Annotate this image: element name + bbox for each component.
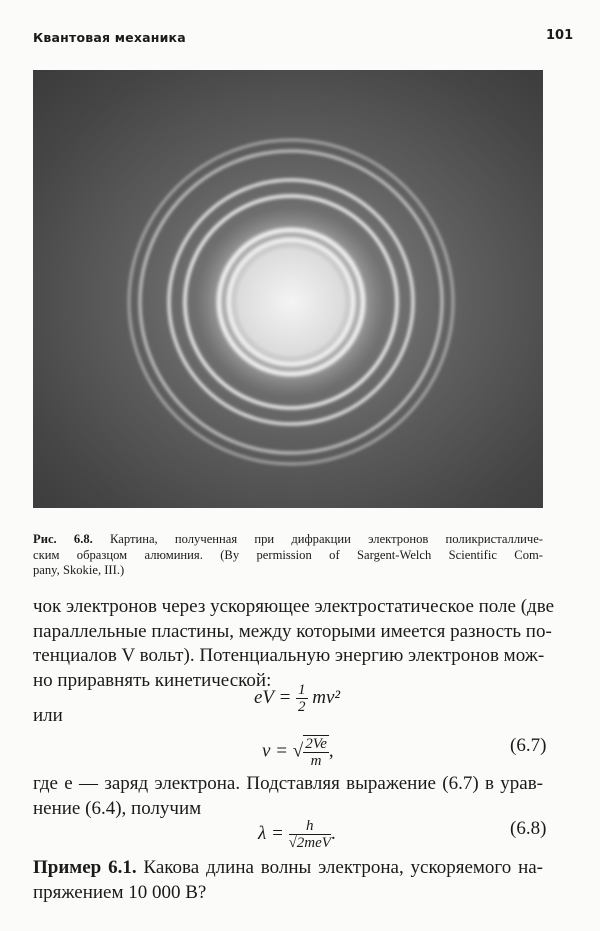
equation-6-8 (258, 818, 336, 851)
figure-caption (33, 532, 543, 579)
eq-punct: , (328, 740, 334, 762)
text-line: но приравнять кинетической: (33, 669, 272, 691)
equation-number: (6.7) (510, 735, 547, 756)
or-word: или (33, 705, 63, 726)
text-line: Какова длина волны электрона, ускоряемого на- (136, 857, 543, 878)
caption-line: Картина, полученная при дифракции электронов поликристалличе- (92, 532, 543, 546)
denominator: √2meV (288, 835, 331, 851)
example-label: Пример 6.1. (33, 857, 137, 878)
paragraph (33, 772, 543, 821)
caption-line: pany, Skokie, III.) (33, 563, 125, 577)
numerator: 2Ve (305, 736, 327, 752)
figure-label: Рис. 6.8. (33, 532, 93, 546)
eq-rhs: mv² (312, 686, 341, 708)
caption-line: ским образцом алюминия. (By permission of Sargent-Welch Scientific Com- (33, 547, 543, 562)
text-line: пряжением 10 000 В? (33, 881, 207, 903)
text-line: параллельные пластины, между которыми имеется разность по- (33, 620, 552, 642)
denominator: m (310, 753, 322, 769)
text-line: тенциалов V вольт). Потенциальную энергию электронов мож- (33, 645, 545, 666)
numerator: h (289, 818, 331, 835)
electron-diffraction-photo (33, 70, 543, 508)
eq-lhs: λ = (258, 822, 284, 844)
eq-punct: . (330, 822, 336, 844)
paragraph (33, 595, 554, 693)
equation-6-7 (262, 735, 334, 769)
example (33, 856, 543, 905)
numerator: 1 (298, 682, 306, 698)
running-title: Квантовая механика (33, 30, 186, 45)
denominator: 2 (298, 699, 306, 715)
text-line: чок электронов через ускоряющее электростатическое поле (две (33, 596, 554, 617)
eq-lhs: eV = (254, 686, 292, 708)
fraction (303, 735, 329, 769)
text-line: где e — заряд электрона. Подставляя выражение (6.7) в урав- (33, 773, 543, 794)
equation-number: (6.8) (510, 818, 547, 839)
fraction (289, 818, 331, 851)
text-line: нение (6.4), получим (33, 797, 202, 819)
eq-lhs: v = √ (262, 740, 304, 762)
page-number: 101 (546, 28, 574, 43)
